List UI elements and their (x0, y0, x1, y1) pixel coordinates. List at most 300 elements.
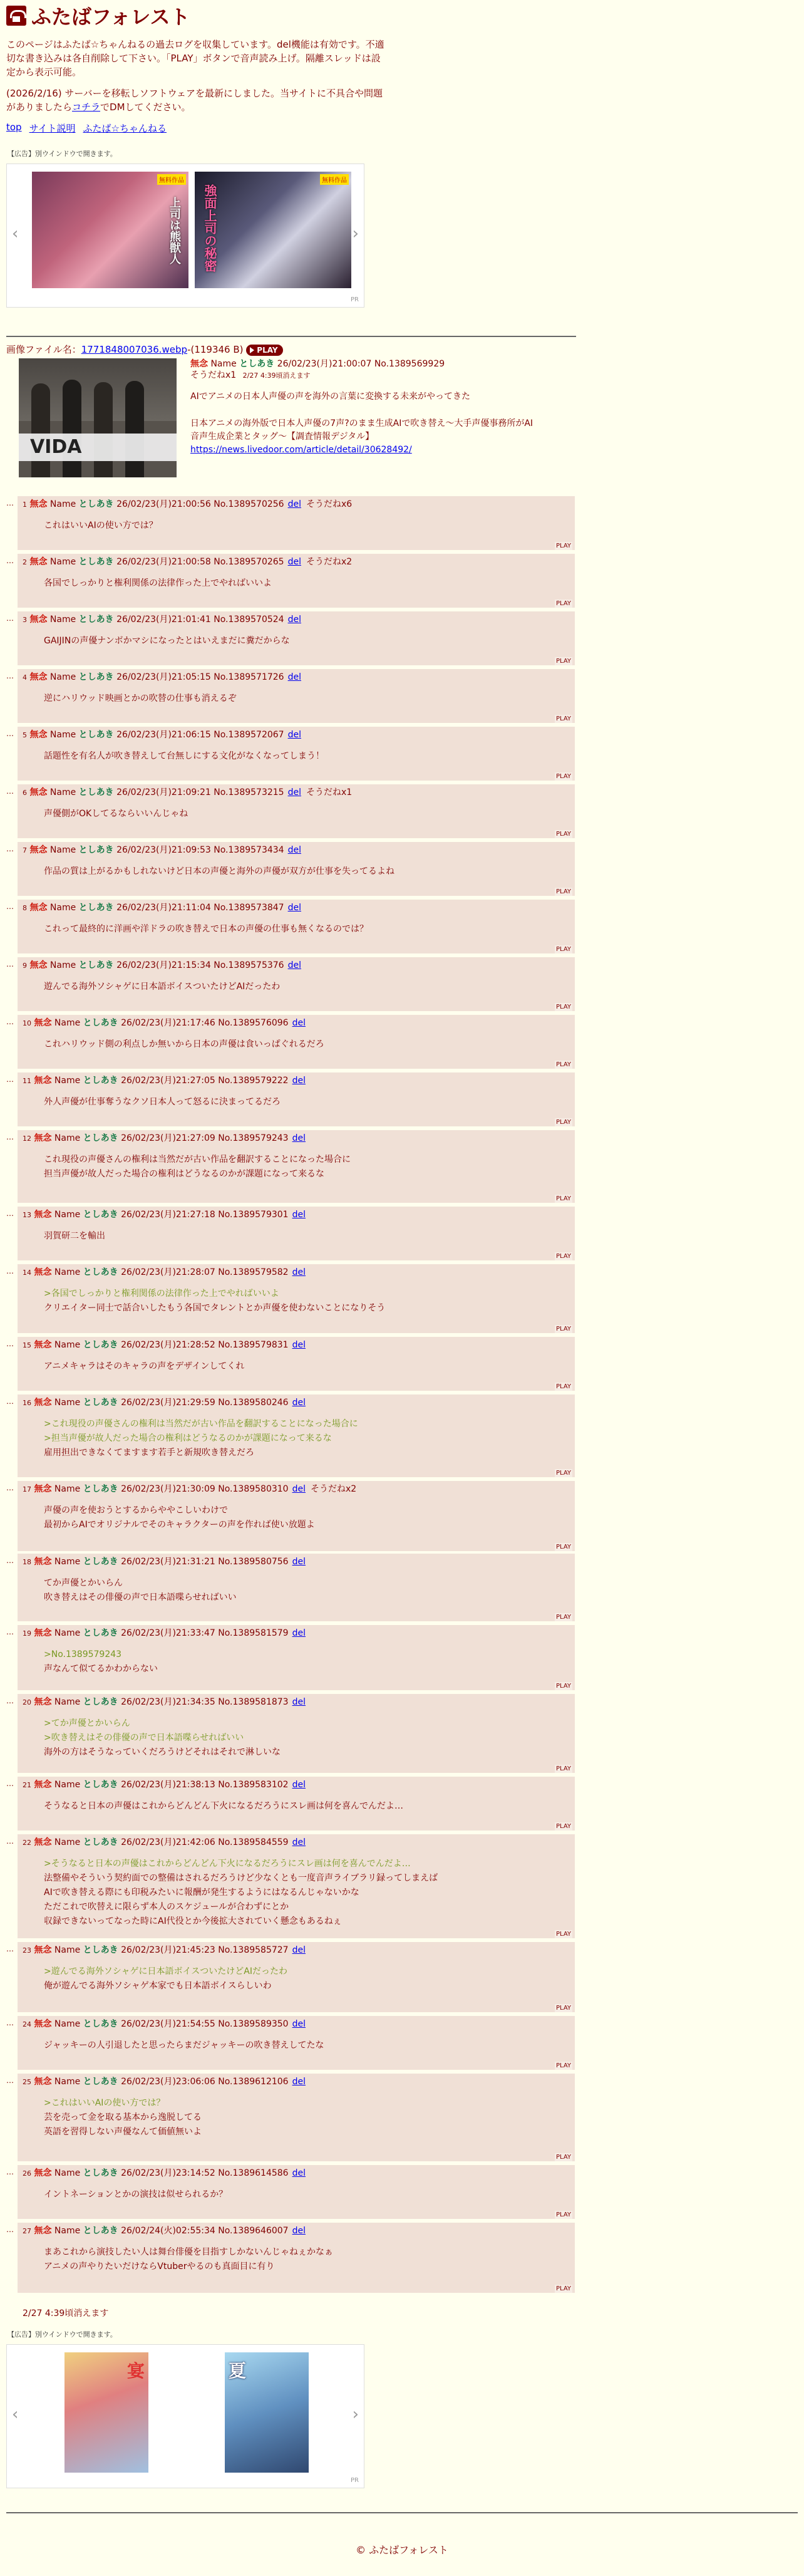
reply-box (18, 2223, 575, 2293)
reply-subject: 無念 (34, 1557, 52, 1567)
thread-separator (6, 336, 576, 337)
nav-top-link[interactable]: top (6, 122, 22, 133)
body-line: ただこれで吹替えに限らず本人のスケジュールが合わずにとか (44, 1902, 289, 1912)
reply-play-button[interactable]: PLAY (555, 2062, 571, 2069)
reply-post (0, 669, 582, 723)
reply-body (18, 1095, 575, 1109)
reply-index: 25 (23, 2078, 31, 2086)
reply-post-number[interactable]: No.1389579301 (218, 1210, 289, 1220)
reply-box (18, 1694, 575, 1773)
reply-post (0, 727, 582, 781)
reply-post (0, 1834, 582, 1938)
reply-post-number[interactable]: No.1389576096 (218, 1018, 289, 1028)
reply-datetime: 26/02/23(月)21:15:34 (116, 960, 211, 970)
del-link[interactable]: del (287, 499, 301, 509)
reply-body (18, 2038, 575, 2053)
reply-play-button[interactable]: PLAY (555, 1061, 571, 1068)
name-label: Name (54, 1484, 81, 1494)
reply-index: 26 (23, 2169, 31, 2178)
quote-line: >担当声優が故人だった場合の権利はどうなるのかが課題になって来るな (44, 1433, 332, 1443)
del-link[interactable]: del (292, 2019, 306, 2029)
reply-post (0, 1072, 582, 1126)
reply-index: 1 (23, 501, 27, 509)
reply-subject: 無念 (34, 1780, 52, 1790)
reply-post-number[interactable]: No.1389575376 (214, 960, 284, 970)
reply-box (18, 2016, 575, 2070)
reply-post-number[interactable]: No.1389573215 (214, 787, 284, 797)
ad-pr-label: PR (351, 296, 359, 303)
reply-poster-name: としあき (78, 615, 114, 625)
reply-header (18, 957, 575, 971)
ad-image[interactable] (32, 172, 188, 288)
reply-subject: 無念 (34, 1837, 52, 1847)
sodane-button[interactable]: そうだねx6 (306, 499, 353, 509)
reply-post-number[interactable]: No.1389583102 (218, 1780, 289, 1790)
reply-play-button[interactable]: PLAY (555, 1765, 571, 1772)
reply-header (18, 554, 575, 568)
del-link[interactable]: del (292, 2226, 306, 2236)
reply-post-number[interactable]: No.1389572067 (214, 730, 284, 740)
del-link[interactable]: del (292, 2077, 306, 2087)
reply-datetime: 26/02/23(月)23:06:06 (121, 2077, 215, 2087)
reply-post (0, 2223, 582, 2293)
del-link[interactable]: del (292, 1837, 306, 1847)
del-link[interactable]: del (287, 730, 301, 740)
reply-play-button[interactable]: PLAY (555, 2154, 571, 2161)
ad-title: 宴 (126, 2360, 145, 2381)
reply-post-number[interactable]: No.1389579243 (218, 1133, 289, 1143)
body-line: アニメの声やりたいだけならVtuberやるのも真面目に有り (44, 2262, 275, 2272)
reply-subject: 無念 (34, 1697, 52, 1707)
ad-image[interactable] (225, 2352, 309, 2473)
reply-box (18, 496, 575, 550)
op-datetime: 26/02/23(月)21:00:07 (277, 359, 372, 369)
body-line: これはいいAIの使い方では？ (44, 521, 158, 531)
ad-prev-icon[interactable]: ‹ (12, 224, 19, 243)
reply-play-button[interactable]: PLAY (555, 1823, 571, 1830)
reply-subject: 無念 (29, 787, 48, 797)
reply-dots: … (6, 499, 13, 507)
reply-index: 24 (23, 2020, 31, 2028)
reply-poster-name: としあき (83, 1133, 118, 1143)
op-body: AIでアニメの日本人声優の声を海外の言葉に変換する未来がやってきた (190, 392, 471, 402)
reply-dots: … (6, 1945, 13, 1953)
reply-index: 6 (23, 789, 27, 797)
reply-post-number[interactable]: No.1389573434 (214, 845, 284, 855)
reply-post (0, 1481, 582, 1551)
reply-post-number[interactable]: No.1389579582 (218, 1267, 289, 1277)
reply-post-number[interactable]: No.1389584559 (218, 1837, 289, 1847)
body-line: 声なんて似てるかわからない (44, 1664, 158, 1674)
reply-box (18, 1015, 575, 1069)
reply-body (18, 1716, 575, 1760)
reply-poster-name: としあき (78, 787, 114, 797)
reply-poster-name: としあき (83, 1210, 118, 1220)
body-line: てか声優とかいらん (44, 1578, 123, 1588)
reply-play-button[interactable]: PLAY (555, 1614, 571, 1621)
reply-datetime: 26/02/23(月)21:31:21 (121, 1557, 215, 1567)
body-line: これハリウッド側の利点しか無いから日本の声優は食いっぱぐれるだろ (44, 1039, 324, 1049)
del-link[interactable]: del (292, 1018, 306, 1028)
reply-dots: … (6, 844, 13, 853)
reply-datetime: 26/02/23(月)21:42:06 (121, 1837, 215, 1847)
del-link[interactable]: del (292, 1076, 306, 1086)
site-header (0, 0, 804, 308)
body-line: イントネーションとかの演技は似せられるか？ (44, 2189, 228, 2199)
reply-play-button[interactable]: PLAY (555, 1544, 571, 1550)
del-link[interactable]: del (292, 1267, 306, 1277)
reply-box (18, 727, 575, 781)
body-line: 声優側がOKしてるならいいんじゃね (44, 809, 188, 819)
reply-poster-name: としあき (83, 2019, 118, 2029)
name-label: Name (54, 1780, 81, 1790)
reply-header (18, 1625, 575, 1639)
del-link[interactable]: del (292, 1133, 306, 1143)
reply-dots: … (6, 2225, 13, 2234)
reply-header (18, 669, 575, 683)
reply-post (0, 784, 582, 838)
reply-datetime: 26/02/24(火)02:55:34 (121, 2226, 215, 2236)
nav-about-link[interactable]: サイト説明 (29, 123, 76, 134)
reply-play-button[interactable]: PLAY (555, 1119, 571, 1126)
reply-play-button[interactable]: PLAY (555, 773, 571, 780)
del-link[interactable]: del (292, 1780, 306, 1790)
reply-dots: … (6, 1267, 13, 1275)
ad-next-icon[interactable]: › (352, 2405, 359, 2424)
body-line: まあこれから演技したい人は舞台俳優を目指すしかないんじゃねぇかなぁ (44, 2247, 333, 2257)
reply-post-number[interactable]: No.1389581579 (218, 1628, 289, 1638)
op-thumbnail[interactable] (19, 358, 177, 477)
reply-dots: … (6, 1017, 13, 1026)
reply-dots: … (6, 2076, 13, 2085)
reply-box (18, 1264, 575, 1333)
reply-post-number[interactable]: No.1389580246 (218, 1398, 289, 1408)
reply-dots: … (6, 1397, 13, 1406)
reply-subject: 無念 (29, 845, 48, 855)
reply-post (0, 1130, 582, 1203)
del-link[interactable]: del (287, 672, 301, 682)
reply-play-button[interactable]: PLAY (555, 1326, 571, 1332)
reply-post-number[interactable]: No.1389571726 (214, 672, 284, 682)
reply-header (18, 1942, 575, 1956)
reply-body (18, 634, 575, 648)
reply-body (18, 2188, 575, 2202)
reply-header (18, 1337, 575, 1351)
reply-body (18, 1965, 575, 1993)
reply-post (0, 1207, 582, 1260)
name-label: Name (210, 359, 237, 369)
file-size: -(119346 B) (187, 344, 244, 355)
del-link[interactable]: del (292, 1628, 306, 1638)
body-line: 担当声優が故人だった場合の権利はどうなるのかが課題になって来るな (44, 1169, 324, 1179)
reply-dots: … (6, 2168, 13, 2176)
op-file-line (0, 343, 582, 356)
reply-post-number[interactable]: No.1389570524 (214, 615, 284, 625)
reply-body (18, 1359, 575, 1374)
reply-post-number[interactable]: No.1389570256 (214, 499, 284, 509)
reply-post-number[interactable]: No.1389573847 (214, 903, 284, 913)
op-poster-name: としあき (239, 359, 275, 369)
reply-index: 4 (23, 673, 27, 682)
reply-dots: … (6, 1339, 13, 1348)
reply-dots: … (6, 1696, 13, 1705)
reply-subject: 無念 (34, 1628, 52, 1638)
reply-box (18, 900, 575, 953)
reply-box (18, 1207, 575, 1260)
reply-datetime: 26/02/23(月)21:09:53 (116, 845, 211, 855)
op-sodane-button[interactable]: そうだねx1 (190, 370, 237, 380)
reply-poster-name: としあき (78, 557, 114, 567)
reply-play-button[interactable]: PLAY (555, 1683, 571, 1690)
reply-box (18, 1625, 575, 1690)
reply-post (0, 554, 582, 608)
del-link[interactable]: del (292, 1210, 306, 1220)
reply-post-number[interactable]: No.1389646007 (218, 2226, 289, 2236)
del-link[interactable]: del (292, 1398, 306, 1408)
reply-index: 8 (23, 904, 27, 912)
reply-header (18, 1130, 575, 1144)
body-line: 羽賀研二を輸出 (44, 1231, 105, 1241)
reply-box (18, 2074, 575, 2161)
reply-datetime: 26/02/23(月)21:28:52 (121, 1340, 215, 1350)
quote-line: >これ現役の声優さんの権利は当然だが古い作品を翻訳することになった場合に (44, 1419, 358, 1429)
reply-post (0, 2165, 582, 2219)
del-link[interactable]: del (287, 557, 301, 567)
reply-body (18, 2096, 575, 2139)
reply-subject: 無念 (34, 1133, 52, 1143)
ad-banner-top[interactable] (6, 164, 364, 308)
reply-play-button[interactable]: PLAY (555, 600, 571, 607)
reply-play-button[interactable]: PLAY (555, 1931, 571, 1938)
body-line: 芸を売って金を取る基本から逸脱してる (44, 2112, 202, 2122)
reply-post (0, 496, 582, 550)
reply-post-number[interactable]: No.1389612106 (218, 2077, 289, 2087)
reply-box (18, 957, 575, 1011)
reply-dots: … (6, 1556, 13, 1565)
reply-box (18, 1481, 575, 1551)
reply-index: 2 (23, 558, 27, 566)
ad-banner-bottom[interactable] (6, 2344, 364, 2488)
reply-subject: 無念 (29, 960, 48, 970)
del-link[interactable]: del (292, 1340, 306, 1350)
ad-title: 上司は熊獣人 (168, 197, 181, 264)
reply-play-button[interactable]: PLAY (555, 1253, 571, 1260)
name-label: Name (54, 1076, 81, 1086)
reply-post-number[interactable]: No.1389581873 (218, 1697, 289, 1707)
reply-post-number[interactable]: No.1389579831 (218, 1340, 289, 1350)
reply-play-button[interactable]: PLAY (555, 2005, 571, 2012)
op-play-button[interactable] (246, 345, 282, 356)
op-file-link[interactable]: 1771848007036.webp (81, 344, 188, 355)
reply-poster-name: としあき (78, 672, 114, 682)
sodane-button[interactable]: そうだねx2 (306, 557, 353, 567)
reply-play-button[interactable]: PLAY (555, 946, 571, 953)
del-link[interactable]: del (287, 903, 301, 913)
reply-poster-name: としあき (78, 845, 114, 855)
reply-subject: 無念 (34, 2019, 52, 2029)
body-line: 作品の質は上がるかもしれないけど日本の声優と海外の声優が双方が仕事を失ってるよね (44, 866, 394, 876)
reply-post-number[interactable]: No.1389580756 (218, 1557, 289, 1567)
op-post-number[interactable]: No.1389569929 (374, 359, 445, 369)
reply-play-button[interactable]: PLAY (555, 543, 571, 549)
ad-title: 強面上司の秘密 (202, 184, 217, 272)
reply-header (18, 1481, 575, 1495)
body-line: 各国でしっかりと権利関係の法律作った上でやればいいよ (44, 578, 272, 588)
notice-contact-link[interactable]: コチラ (72, 101, 101, 113)
name-label: Name (54, 1628, 81, 1638)
reply-play-button[interactable]: PLAY (555, 2211, 571, 2218)
reply-box (18, 1394, 575, 1477)
reply-dots: … (6, 1628, 13, 1636)
reply-post (0, 1625, 582, 1690)
op-url-link[interactable]: https://news.livedoor.com/article/detail/30628492/ (190, 445, 412, 455)
reply-poster-name: としあき (83, 1945, 118, 1955)
reply-index: 3 (23, 616, 27, 624)
ad-next-icon[interactable]: › (352, 224, 359, 243)
site-notice (6, 86, 388, 114)
reply-post-number[interactable]: No.1389580310 (218, 1484, 289, 1494)
del-link[interactable]: del (287, 615, 301, 625)
reply-poster-name: としあき (83, 1398, 118, 1408)
reply-body (18, 576, 575, 591)
reply-post (0, 1777, 582, 1831)
del-link[interactable]: del (287, 787, 301, 797)
del-link[interactable]: del (292, 1697, 306, 1707)
reply-play-button[interactable]: PLAY (555, 888, 571, 895)
reply-poster-name: としあき (83, 1837, 118, 1847)
reply-play-button[interactable]: PLAY (555, 1470, 571, 1477)
body-line: これ現役の声優さんの権利は当然だが古い作品を翻訳することになった場合に (44, 1155, 351, 1165)
reply-poster-name: としあき (83, 1780, 118, 1790)
reply-box (18, 784, 575, 838)
op-expire: 2/27 4:39頃消えます (242, 371, 311, 380)
reply-poster-name: としあき (83, 2077, 118, 2087)
reply-header (18, 900, 575, 913)
reply-body (18, 807, 575, 821)
reply-header (18, 1554, 575, 1567)
reply-post-number[interactable]: No.1389570265 (214, 557, 284, 567)
reply-poster-name: としあき (83, 1267, 118, 1277)
reply-body (18, 1229, 575, 1244)
reply-header (18, 2016, 575, 2030)
del-link[interactable]: del (287, 960, 301, 970)
body-line: これって最終的に洋画や洋ドラの吹き替えで日本の声優の仕事も無くなるのでは？ (44, 924, 368, 934)
nav-futaba-link[interactable]: ふたば☆ちゃんねる (83, 123, 167, 134)
reply-datetime: 26/02/23(月)21:06:15 (116, 730, 211, 740)
reply-poster-name: としあき (83, 2226, 118, 2236)
reply-subject: 無念 (34, 1484, 52, 1494)
del-link[interactable]: del (292, 1945, 306, 1955)
reply-body (18, 1648, 575, 1676)
reply-body (18, 1417, 575, 1460)
sodane-button[interactable]: そうだねx1 (306, 787, 353, 797)
name-label: Name (54, 1210, 81, 1220)
name-label: Name (54, 1340, 81, 1350)
reply-subject: 無念 (34, 2077, 52, 2087)
reply-body (18, 519, 575, 533)
reply-poster-name: としあき (78, 960, 114, 970)
reply-body (18, 1799, 575, 1814)
reply-post (0, 2074, 582, 2161)
reply-post-number[interactable]: No.1389585727 (218, 1945, 289, 1955)
reply-header (18, 2074, 575, 2087)
reply-datetime: 26/02/23(月)21:00:56 (116, 499, 211, 509)
reply-post (0, 1942, 582, 2012)
reply-play-button[interactable]: PLAY (555, 658, 571, 665)
del-link[interactable]: del (292, 2168, 306, 2178)
body-line: アニメキャラはそのキャラの声をデザインしてくれ (44, 1361, 245, 1371)
body-line: クリエイター同士で話合いしたもう各国でタレントとか声優を使わないことになりそう (44, 1303, 386, 1313)
name-label: Name (49, 845, 76, 855)
body-line: 法整備やそういう契約面での整備はされるだろうけど少なくとも一度音声ライブラリ録ってしまえば (44, 1873, 438, 1883)
sodane-button[interactable]: そうだねx2 (310, 1484, 357, 1494)
ad-note: 【広告】別ウインドウで開きます。 (8, 2330, 117, 2339)
site-title[interactable]: ふたばフォレスト (31, 5, 190, 29)
reply-datetime: 26/02/23(月)21:28:07 (121, 1267, 215, 1277)
play-label: PLAY (257, 345, 278, 355)
reply-datetime: 26/02/23(月)21:27:09 (121, 1133, 215, 1143)
body-line: そうなると日本の声優はこれからどんどん下火になるだろうにスレ画は何を喜んでんだよ… (44, 1801, 403, 1811)
reply-datetime: 26/02/23(月)21:33:47 (121, 1628, 215, 1638)
del-link[interactable]: del (292, 1484, 306, 1494)
reply-datetime: 26/02/23(月)21:34:35 (121, 1697, 215, 1707)
reply-play-button[interactable]: PLAY (555, 831, 571, 838)
reply-post (0, 611, 582, 665)
reply-index: 13 (23, 1211, 31, 1219)
body-line: 声優の声を使おうとするからややこしいわけで (44, 1505, 228, 1515)
reply-post (0, 1264, 582, 1333)
reply-poster-name: としあき (83, 1628, 118, 1638)
reply-dots: … (6, 1779, 13, 1788)
ad-prev-icon[interactable]: ‹ (12, 2405, 19, 2424)
site-intro: このページはふたば☆ちゃんねるの過去ログを収集しています。del機能は有効です。不適切な書き込みは各自削除して下さい。「PLAY」ボタンで音声読み上げ。隔離スレッドは設定から表示可能。 (6, 39, 384, 78)
reply-play-button[interactable]: PLAY (555, 1004, 571, 1010)
reply-dots: … (6, 787, 13, 796)
reply-dots: … (6, 1483, 13, 1492)
name-label: Name (54, 1018, 81, 1028)
quote-line: >吹き替えはその俳優の声で日本語喋らせればいい (44, 1733, 244, 1743)
del-link[interactable]: del (292, 1557, 306, 1567)
reply-box (18, 1554, 575, 1621)
site-logo-icon[interactable] (6, 6, 26, 26)
reply-post-number[interactable]: No.1389589350 (218, 2019, 289, 2029)
body-line: 話題性を有名人が吹き替えして台無しにする文化がなくなってしまう！ (44, 751, 324, 761)
quote-line: >No.1389579243 (44, 1649, 122, 1659)
reply-index: 7 (23, 846, 27, 854)
name-label: Name (49, 499, 76, 509)
reply-index: 17 (23, 1485, 31, 1493)
reply-dots: … (6, 1209, 13, 1218)
reply-header (18, 2165, 575, 2179)
reply-datetime: 26/02/23(月)21:45:23 (121, 1945, 215, 1955)
del-link[interactable]: del (287, 845, 301, 855)
reply-play-button[interactable]: PLAY (555, 2285, 571, 2292)
reply-header (18, 1834, 575, 1848)
reply-post (0, 1694, 582, 1773)
reply-post-number[interactable]: No.1389579222 (218, 1076, 289, 1086)
reply-play-button[interactable]: PLAY (555, 715, 571, 722)
reply-post-number[interactable]: No.1389614586 (218, 2168, 289, 2178)
reply-index: 20 (23, 1698, 31, 1706)
reply-play-button[interactable]: PLAY (555, 1383, 571, 1390)
notice-text-end: でDMしてください。 (100, 101, 191, 113)
reply-box (18, 1834, 575, 1938)
reply-play-button[interactable]: PLAY (555, 1195, 571, 1202)
ad-image[interactable] (64, 2352, 148, 2473)
name-label: Name (54, 2077, 81, 2087)
reply-subject: 無念 (34, 1398, 52, 1408)
ad-image[interactable] (195, 172, 351, 288)
